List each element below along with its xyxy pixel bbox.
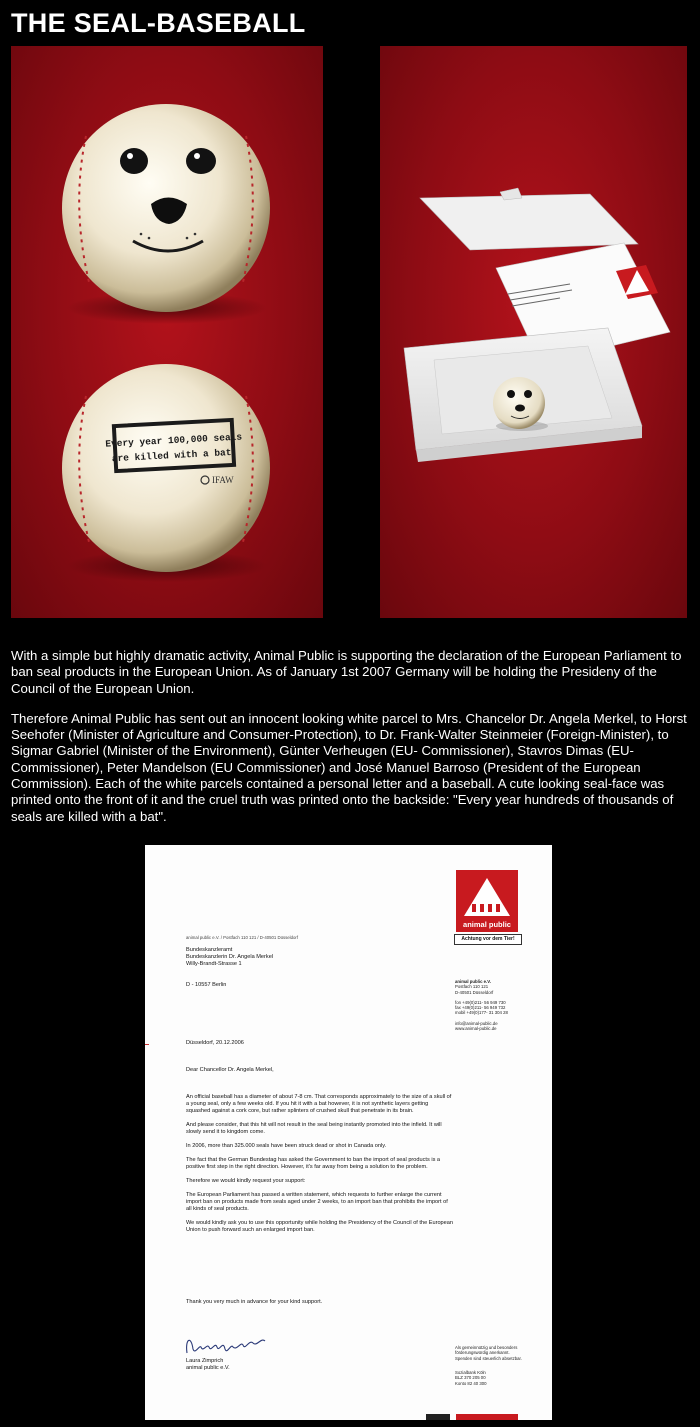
recipient-line: Bundeskanzlerin Dr. Angela Merkel — [186, 954, 274, 960]
tax-note-line: Spenden sind steuerlich absetzbar. — [455, 1355, 522, 1361]
logo-tagline: Achtung vor dem Tier! — [454, 934, 522, 945]
page-title: THE SEAL-BASEBALL — [11, 8, 306, 38]
animal-public-logo — [456, 870, 518, 932]
contact-line: www.animal-public.de — [455, 1026, 497, 1032]
recipient-address — [186, 947, 273, 968]
description — [11, 648, 691, 839]
parcel-illustration — [380, 46, 687, 618]
contact-line: info@animal-public.de — [455, 1020, 498, 1026]
logo-wordmark: animal public — [463, 920, 511, 929]
bank-details — [455, 1370, 487, 1386]
sender-contact — [455, 979, 508, 1031]
signature-drawing — [181, 1331, 271, 1361]
contact-line: fax +49(0)211- 56 949 732 — [455, 1005, 506, 1011]
letter-paragraph: And please consider, that this hit will not result in the seal being instantly promoted into the infield. It will slowly send it to kingdom come. — [186, 1122, 442, 1135]
contact-line: mobil +49(0)177- 31 304 28 — [455, 1010, 508, 1016]
bank-line: Konto 82 40 300 — [455, 1380, 487, 1386]
tax-note-line: Als gemeinnützig und besonders — [455, 1345, 518, 1350]
signer-name: Laura Zimprich — [186, 1358, 224, 1364]
letter-paragraph: Therefore we would kindly request your support: — [186, 1178, 306, 1184]
stamp-line-1: Every year 100,000 seals — [105, 431, 243, 450]
letter-date: Düsseldorf, 20.12.2006 — [186, 1040, 244, 1046]
letter-body — [186, 1094, 454, 1241]
letter-paragraph: The European Parliament has passed a written statement, which requests to further enlarge the current import ban on products made from seals aged under 2 weeks, to an import ban that prohibits the import of all kinds of seal products. — [186, 1192, 448, 1212]
stamp-line-2: are killed with a bat. — [111, 446, 238, 465]
baseball-illustration — [11, 46, 323, 618]
seal-face-baseball — [62, 104, 270, 312]
letter-footer-bar-dark — [426, 1414, 450, 1420]
recipient-city: D - 10557 Berlin — [186, 982, 227, 988]
parcel-photo-panel — [380, 46, 687, 618]
description-paragraph-2: Therefore Animal Public has sent out an innocent looking white parcel to Mrs. Chancelor Dr. Angela Merkel, to Horst Seehofer (Minister of Agriculture and Consumer-Protection), to Dr. Frank-Walter Steinmeier (Foreign-Minister), to Sigmar Gabriel (Minister of the Environment), Günter Verheugen (EU- Commissioner), Stavros Dimas (EU-Commissioner), Peter Mandelson (EU Commissioner) and José Manuel Barroso (President of the European Commission). Each of the white parcels contained a personal letter and a baseball. A cute looking seal-face was printed onto the front of it and the cruel truth was printed onto the backside: "Every year hundreds of thousands of seals are killed with a bat". — [11, 710, 687, 824]
signer-org: animal public e.V. — [186, 1365, 230, 1371]
letter-document — [145, 845, 552, 1420]
ifaw-logo-text: IFAW — [212, 475, 234, 485]
recipient-line: Willy-Brandt-Strasse 1 — [186, 961, 242, 967]
recipient-line: Bundeskanzleramt — [186, 947, 233, 953]
bank-line: BLZ 370 205 00 — [455, 1375, 486, 1381]
tax-note-line: förderungswürdig anerkannt. — [455, 1350, 510, 1356]
contact-line: D-40501 Düsseldorf — [455, 989, 494, 995]
tax-note — [455, 1345, 522, 1361]
sender-line: animal public e.V. / Postfach 110 121 / D-40501 Düsseldorf — [186, 935, 299, 940]
letter-paragraph: An official baseball has a diameter of about 7-8 cm. That corresponds approximately to the size of a skull of a young seal, only a few weeks old. If you hit it with a bat however, it is not synthetic layers getting squashed against a cork core, but rather splinters of crushed skull that penetrate in its brain. — [186, 1094, 452, 1114]
letter-paragraph: In 2006, more than 325.000 seals have been struck dead or shot in Canada only. — [186, 1143, 387, 1149]
letter-paragraph: The fact that the German Bundestag has asked the Government to ban the import of seal products is a positive first step in the right direction. However, it's far away from being a solution to the problem. — [186, 1157, 441, 1170]
letter-salutation: Dear Chancellor Dr. Angela Merkel, — [186, 1067, 274, 1073]
letter-paragraph: We would kindly ask you to use this opportunity while holding the Presidency of the Council of the European Union to push forward such an enlarged import ban. — [186, 1220, 454, 1233]
contact-line: Postfach 110 121 — [455, 984, 489, 990]
contact-line: fon +49(0)211- 56 949 730 — [455, 999, 506, 1005]
crosswalk-triangle-icon — [456, 870, 518, 932]
letter-closing: Thank you very much in advance for your kind support. — [186, 1299, 323, 1305]
letter-footer-bar-red — [456, 1414, 518, 1420]
bank-line: Sozialbank Köln — [455, 1370, 486, 1375]
slogan-baseball — [62, 364, 270, 572]
description-paragraph-1: With a simple but highly dramatic activity, Animal Public is supporting the declaration of the European Parliament to ban seal products in the European Union. As of January 1st 2007 Germany will be holding the Presideny of the Council of the European Union. — [11, 648, 682, 696]
contact-line: animal public e.V. — [455, 979, 491, 984]
fold-mark — [145, 1044, 149, 1045]
baseball-photo-panel — [11, 46, 323, 618]
signer-block — [186, 1358, 230, 1372]
